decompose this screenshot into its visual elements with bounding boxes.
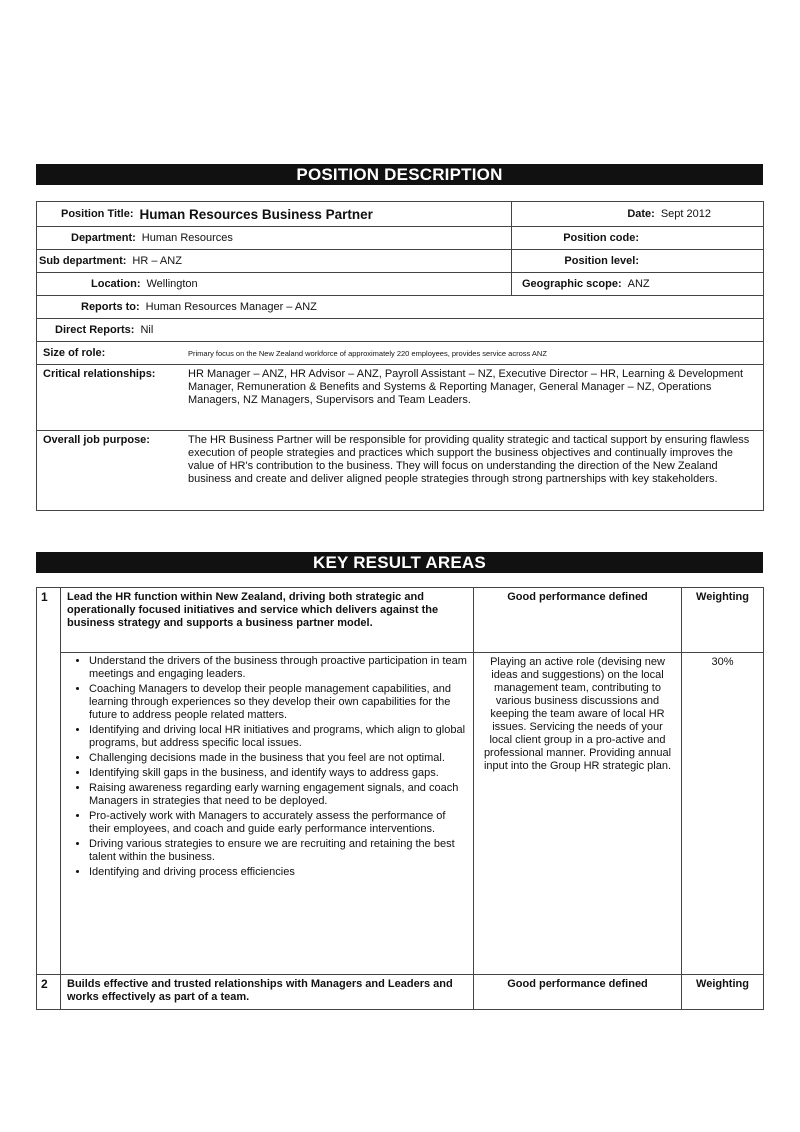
kra-2-number: 2 [37,975,61,1010]
list-item: • Identifying and driving process efficiencies [89,866,467,879]
list-item: • Identifying and driving local HR initiatives and programs, which align to global programs, but address specific local issues. [89,724,467,750]
position-description-heading: POSITION DESCRIPTION [36,164,763,185]
overall-job-purpose-label: Overall job purpose: [43,434,150,446]
list-item: • Driving various strategies to ensure we are recruiting and retaining the best talent within the business. [89,838,467,864]
position-level-label: Position level: [564,255,639,267]
list-item: • Challenging decisions made in the business that you feel are not optimal. [89,752,467,765]
department-value: Human Resources [141,232,233,244]
row-location [37,273,764,296]
kra-1-title: Lead the HR function within New Zealand, driving both strategic and operationally focused initiatives and service which delivers against the business strategy and supports a business partner model. [61,588,474,653]
kra-1-bullet-list [67,655,467,879]
position-details-table [36,201,764,511]
kra-2-performance-header: Good performance defined [474,975,682,1010]
position-code-label: Position code: [563,232,639,244]
kra-2-weighting-header: Weighting [682,975,764,1010]
size-of-role-label: Size of role: [43,347,106,359]
list-item: • Understand the drivers of the business through proactive participation in team meetings and engaging leaders. [89,655,467,681]
location-label: Location: [91,278,141,290]
geographic-scope-value: ANZ [627,278,650,290]
direct-reports-value: Nil [140,324,154,336]
kra-1-performance-text: Playing an active role (devising new ideas and suggestions) on the local management team, contributing to various business discussions and keeping the team aware of local HR issues. Servicing the needs of your local client group in a pro-active and professional manner. Providing annual input into the Group HR strategic plan. [474,653,682,975]
kra-1-performance-header: Good performance defined [474,588,682,653]
sub-department-label: Sub department: [39,255,127,267]
key-result-areas-heading: KEY RESULT AREAS [36,552,763,573]
kra-2-title: Builds effective and trusted relationships with Managers and Leaders and works effectively as part of a team. [61,975,474,1010]
kra-1-body-row [37,653,764,975]
overall-job-purpose-value: The HR Business Partner will be responsible for providing quality strategic and tactical support by ensuring flawless execution of people strategies and practices which support the business objectives and continually improves the value of HR's contribution to the business. They will focus on understanding the direction of the New Zealand business and create and deliver aligned people strategies through strong partnerships with key stakeholders. [188,434,750,485]
kra-1-number: 1 [37,588,61,975]
key-result-areas-table [36,587,764,1010]
list-item: • Pro-actively work with Managers to accurately assess the performance of their employees, and coach and guide early performance interventions. [89,810,467,836]
date-value: Sept 2012 [660,208,711,220]
row-size-of-role [37,342,764,365]
position-title-value: Human Resources Business Partner [139,206,373,222]
kra-1-weighting-value: 30% [682,653,764,975]
list-item: • Identifying skill gaps in the business, and identify ways to address gaps. [89,767,467,780]
row-reports-to [37,296,764,319]
reports-to-label: Reports to: [81,301,140,313]
direct-reports-label: Direct Reports: [55,324,135,336]
reports-to-value: Human Resources Manager – ANZ [145,301,317,313]
sub-department-value: HR – ANZ [132,255,182,267]
critical-relationships-label: Critical relationships: [43,368,156,380]
row-department [37,227,764,250]
row-direct-reports [37,319,764,342]
list-item: • Raising awareness regarding early warning engagement signals, and coach Managers in strategies that need to be deployed. [89,782,467,808]
row-critical-relationships [37,365,764,431]
row-position-title [37,202,764,227]
geographic-scope-label: Geographic scope: [522,278,622,290]
row-overall-job-purpose [37,431,764,511]
department-label: Department: [71,232,136,244]
date-label: Date: [627,208,655,220]
kra-2-header-row [37,975,764,1010]
location-value: Wellington [146,278,198,290]
position-title-label: Position Title: [61,208,134,220]
kra-1-weighting-header: Weighting [682,588,764,653]
row-sub-department [37,250,764,273]
list-item: • Coaching Managers to develop their people management capabilities, and learning through experiences so they develop their own capabilities for the future to address people related matters. [89,683,467,722]
critical-relationships-value: HR Manager – ANZ, HR Advisor – ANZ, Payroll Assistant – NZ, Executive Director – HR, Learning & Development Manager, Remuneration & Benefits and Systems & Reporting Manager, General Manager – NZ, Operations Managers, NZ Managers, Supervisors and Team Leaders. [188,368,744,406]
kra-1-header-row [37,588,764,653]
size-of-role-value: Primary focus on the New Zealand workforce of approximately 220 employees, provides service across ANZ [188,348,547,358]
